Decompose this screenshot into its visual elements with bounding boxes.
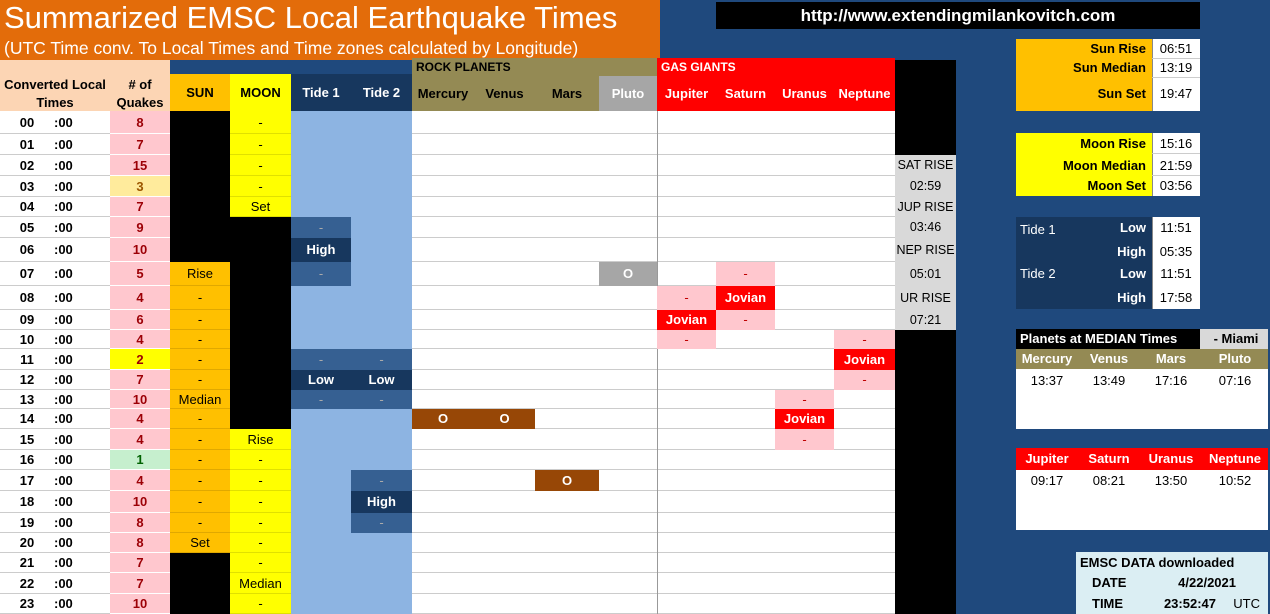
median-box-title: Planets at MEDIAN Times — [1016, 329, 1200, 349]
median-name-jupiter: Jupiter — [1025, 451, 1069, 466]
row-tide2-cell: - — [351, 470, 412, 491]
planet-row-divider — [412, 133, 895, 134]
header-neptune: Neptune — [834, 76, 895, 111]
median-time-jupiter: 09:17 — [1030, 473, 1064, 488]
planet-row-divider — [412, 469, 895, 470]
row-minutes: :00 — [54, 217, 110, 238]
row-minutes: :00 — [54, 155, 110, 176]
row-minutes: :00 — [54, 238, 110, 262]
row-minutes: :00 — [54, 450, 110, 470]
emsc-download-box — [1076, 552, 1268, 614]
row-minutes: :00 — [54, 390, 110, 409]
row-moon-cell: - — [230, 155, 291, 176]
planet-row-divider — [412, 512, 895, 513]
row-minutes: :00 — [54, 470, 110, 491]
rise-column-bg — [895, 60, 956, 614]
moon-set-value: 03:56 — [1159, 178, 1193, 193]
row-minutes: :00 — [54, 134, 110, 155]
page-title: Summarized EMSC Local Earthquake Times — [4, 0, 618, 35]
jupiter-dash: - — [657, 286, 716, 310]
row-minutes: :00 — [54, 197, 110, 217]
uranus-dash: - — [775, 390, 834, 409]
rise-jup-label: JUP RISE — [897, 200, 954, 214]
emsc-date-value: 4/22/2021 — [1178, 575, 1236, 590]
row-tide1-cell: Low — [291, 370, 351, 390]
row-minutes: :00 — [54, 330, 110, 349]
venus-mark: O — [474, 409, 535, 429]
row-quake-count: 1 — [110, 450, 170, 470]
median-time-venus: 13:49 — [1092, 373, 1126, 388]
website-url[interactable]: http://www.extendingmilankovitch.com — [716, 2, 1200, 29]
row-moon-cell: - — [230, 111, 291, 134]
sun-times-box — [1016, 39, 1200, 111]
row-quake-count: 4 — [110, 470, 170, 491]
planet-row-divider — [412, 196, 895, 197]
header-saturn: Saturn — [716, 76, 775, 111]
row-hour: 16 — [0, 450, 54, 470]
moon-median-value: 21:59 — [1152, 156, 1200, 176]
row-sun-cell: - — [170, 370, 230, 390]
row-sun-cell: Median — [170, 390, 230, 409]
header-quakes: # of Quakes — [110, 60, 170, 111]
saturn-dash: - — [716, 310, 775, 330]
row-hour: 01 — [0, 134, 54, 155]
header-gas-giants: GAS GIANTS — [657, 58, 895, 76]
rise-nep-time: 05:01 — [909, 267, 942, 281]
row-hour: 18 — [0, 491, 54, 513]
sun-median-label: Sun Median — [1073, 60, 1146, 75]
tide-columns-bg — [291, 74, 412, 614]
row-minutes: :00 — [54, 349, 110, 370]
row-quake-count: 2 — [110, 349, 170, 370]
row-tide1-cell: High — [291, 238, 351, 262]
median-time-uranus: 13:50 — [1154, 473, 1188, 488]
row-sun-cell: - — [170, 330, 230, 349]
sun-median-value: 13:19 — [1152, 58, 1200, 78]
jupiter-dash: - — [657, 330, 716, 349]
row-quake-count: 10 — [110, 390, 170, 409]
moon-times-box — [1016, 133, 1200, 196]
row-quake-count: 4 — [110, 429, 170, 450]
header-tide1: Tide 1 — [291, 74, 351, 111]
emsc-date-label: DATE — [1092, 575, 1127, 590]
mars-mark: O — [535, 470, 599, 491]
row-tide2-cell: - — [351, 349, 412, 370]
row-tide2-cell: Low — [351, 370, 412, 390]
row-quake-count: 8 — [110, 513, 170, 533]
row-quake-count: 7 — [110, 553, 170, 573]
row-moon-cell: Rise — [230, 429, 291, 450]
median-name-mercury: Mercury — [1021, 351, 1073, 366]
row-sun-cell: - — [170, 429, 230, 450]
row-sun-cell: - — [170, 450, 230, 470]
row-quake-count: 7 — [110, 370, 170, 390]
row-minutes: :00 — [54, 513, 110, 533]
row-hour: 03 — [0, 176, 54, 197]
emsc-time-value: 23:52:47 — [1163, 596, 1216, 611]
row-quake-count: 4 — [110, 409, 170, 429]
emsc-time-label: TIME — [1092, 596, 1124, 611]
row-quake-count: 10 — [110, 238, 170, 262]
planet-row-divider — [412, 154, 895, 155]
row-hour: 14 — [0, 409, 54, 429]
row-quake-count: 4 — [110, 286, 170, 310]
row-moon-cell: - — [230, 533, 291, 553]
planet-row-divider — [412, 552, 895, 553]
tide2-low-value: 11:51 — [1160, 266, 1192, 281]
row-hour: 21 — [0, 553, 54, 573]
row-minutes: :00 — [54, 573, 110, 594]
row-tide1-cell: - — [291, 262, 351, 286]
row-moon-cell: - — [230, 594, 291, 614]
row-sun-cell: - — [170, 349, 230, 370]
header-mercury: Mercury — [412, 76, 474, 111]
mercury-mark: O — [412, 409, 474, 429]
row-moon-cell: - — [230, 450, 291, 470]
emsc-timezone: UTC — [1233, 596, 1260, 611]
row-sun-cell: - — [170, 409, 230, 429]
row-minutes: :00 — [54, 533, 110, 553]
row-tide2-cell: - — [351, 390, 412, 409]
header-sun: SUN — [170, 74, 230, 111]
row-quake-count: 7 — [110, 197, 170, 217]
rise-ur-label: UR RISE — [900, 291, 951, 305]
median-time-saturn: 08:21 — [1092, 473, 1126, 488]
sun-set-value: 19:47 — [1159, 86, 1193, 101]
tide1-high-label: High — [1117, 244, 1146, 259]
header-pluto: Pluto — [599, 76, 657, 111]
header-moon: MOON — [230, 74, 291, 111]
rise-jup-time: 03:46 — [909, 220, 942, 234]
header-uranus: Uranus — [775, 76, 834, 111]
row-moon-cell: - — [230, 470, 291, 491]
row-hour: 19 — [0, 513, 54, 533]
row-sun-cell: Set — [170, 533, 230, 553]
moon-rise-value: 15:16 — [1152, 134, 1200, 154]
uranus-dash: - — [775, 429, 834, 450]
row-minutes: :00 — [54, 310, 110, 330]
uranus-jovian: Jovian — [775, 409, 834, 429]
saturn-jovian: Jovian — [716, 286, 775, 310]
row-hour: 06 — [0, 238, 54, 262]
row-moon-cell: Median — [230, 573, 291, 594]
planet-row-divider — [412, 532, 895, 533]
row-hour: 09 — [0, 310, 54, 330]
row-hour: 00 — [0, 111, 54, 134]
median-name-uranus: Uranus — [1148, 451, 1194, 466]
rise-sat-time: 02:59 — [909, 179, 942, 193]
tide1-high-value: 05:35 — [1159, 244, 1193, 259]
sun-rise-label: Sun Rise — [1090, 41, 1146, 56]
median-time-mars: 17:16 — [1154, 373, 1188, 388]
median-name-mars: Mars — [1155, 351, 1187, 366]
title-banner — [0, 0, 660, 60]
planet-row-divider — [412, 216, 895, 217]
row-quake-count: 15 — [110, 155, 170, 176]
planet-row-divider — [412, 572, 895, 573]
rise-ur-time: 07:21 — [909, 313, 942, 327]
row-hour: 12 — [0, 370, 54, 390]
row-quake-count: 10 — [110, 491, 170, 513]
median-time-neptune: 10:52 — [1218, 473, 1252, 488]
planet-row-divider — [412, 593, 895, 594]
planet-row-divider — [412, 329, 895, 330]
row-tide1-cell: - — [291, 349, 351, 370]
median-name-venus: Venus — [1089, 351, 1129, 366]
row-hour: 23 — [0, 594, 54, 614]
header-local-times: Converted Local Times — [0, 60, 110, 111]
row-hour: 05 — [0, 217, 54, 238]
saturn-dash: - — [716, 262, 775, 286]
row-quake-count: 6 — [110, 310, 170, 330]
row-hour: 07 — [0, 262, 54, 286]
row-minutes: :00 — [54, 409, 110, 429]
median-name-pluto: Pluto — [1218, 351, 1252, 366]
planet-row-divider — [412, 348, 895, 349]
row-sun-cell: Rise — [170, 262, 230, 286]
row-minutes: :00 — [54, 370, 110, 390]
planet-row-divider — [412, 369, 895, 370]
tide2-high-label: High — [1117, 290, 1146, 305]
row-sun-cell: - — [170, 286, 230, 310]
tide2-high-value: 17:58 — [1159, 290, 1193, 305]
row-tide1-cell: - — [291, 390, 351, 409]
median-gas-box — [1016, 448, 1268, 530]
row-minutes: :00 — [54, 286, 110, 310]
row-minutes: :00 — [54, 262, 110, 286]
row-minutes: :00 — [54, 111, 110, 134]
median-planets-box — [1016, 329, 1268, 429]
planet-row-divider — [412, 175, 895, 176]
row-quake-count: 9 — [110, 217, 170, 238]
row-quake-count: 7 — [110, 134, 170, 155]
header-mars: Mars — [535, 76, 599, 111]
planet-row-divider — [412, 490, 895, 491]
planet-row-divider — [412, 237, 895, 238]
neptune-dash: - — [834, 370, 895, 390]
row-moon-cell: - — [230, 513, 291, 533]
row-tide2-cell: - — [351, 513, 412, 533]
tide1-low-value: 11:51 — [1160, 220, 1192, 235]
row-sun-cell: - — [170, 513, 230, 533]
emsc-title: EMSC DATA downloaded — [1080, 555, 1235, 570]
header-venus: Venus — [474, 76, 535, 111]
median-box-location: - Miami — [1200, 329, 1268, 349]
row-quake-count: 8 — [110, 533, 170, 553]
tide2-low-label: Low — [1120, 266, 1146, 281]
neptune-jovian: Jovian — [834, 349, 895, 370]
row-hour: 20 — [0, 533, 54, 553]
row-moon-cell: - — [230, 491, 291, 513]
planet-row-divider — [412, 309, 895, 310]
row-quake-count: 5 — [110, 262, 170, 286]
row-sun-cell: - — [170, 470, 230, 491]
row-hour: 17 — [0, 470, 54, 491]
row-hour: 08 — [0, 286, 54, 310]
row-quake-count: 7 — [110, 573, 170, 594]
header-rock-planets: ROCK PLANETS — [412, 58, 657, 76]
row-minutes: :00 — [54, 491, 110, 513]
row-moon-cell: - — [230, 553, 291, 573]
row-hour: 22 — [0, 573, 54, 594]
rise-sat-label: SAT RISE — [897, 158, 954, 172]
moon-set-label: Moon Set — [1087, 178, 1146, 193]
row-minutes: :00 — [54, 594, 110, 614]
row-sun-cell: - — [170, 310, 230, 330]
tide-times-box — [1016, 217, 1200, 309]
pluto-mark: O — [599, 262, 657, 286]
row-hour: 15 — [0, 429, 54, 450]
planets-area-bg — [412, 111, 895, 614]
page-subtitle: (UTC Time conv. To Local Times and Time zones calculated by Longitude) — [4, 38, 579, 58]
row-tide2-cell: High — [351, 491, 412, 513]
row-sun-cell: - — [170, 491, 230, 513]
median-time-mercury: 13:37 — [1030, 373, 1064, 388]
median-time-pluto: 07:16 — [1218, 373, 1252, 388]
row-hour: 02 — [0, 155, 54, 176]
row-hour: 10 — [0, 330, 54, 349]
row-moon-cell: - — [230, 134, 291, 155]
row-hour: 11 — [0, 349, 54, 370]
tide1-label: Tide 1 — [1020, 222, 1056, 237]
row-quake-count: 8 — [110, 111, 170, 134]
header-jupiter: Jupiter — [657, 76, 716, 111]
neptune-dash: - — [834, 330, 895, 349]
rock-gas-divider — [657, 111, 658, 614]
rise-nep-label: NEP RISE — [896, 243, 955, 257]
moon-rise-label: Moon Rise — [1080, 136, 1146, 151]
row-minutes: :00 — [54, 429, 110, 450]
sun-rise-value: 06:51 — [1152, 39, 1200, 59]
row-tide1-cell: - — [291, 217, 351, 238]
sun-set-label: Sun Set — [1097, 86, 1146, 101]
jupiter-jovian: Jovian — [657, 310, 716, 330]
tide1-low-label: Low — [1120, 220, 1146, 235]
tide2-label: Tide 2 — [1020, 266, 1056, 281]
row-quake-count: 4 — [110, 330, 170, 349]
row-minutes: :00 — [54, 553, 110, 573]
row-moon-cell: - — [230, 176, 291, 197]
row-minutes: :00 — [54, 176, 110, 197]
row-quake-count: 10 — [110, 594, 170, 614]
median-name-neptune: Neptune — [1209, 451, 1261, 466]
row-hour: 13 — [0, 390, 54, 409]
row-moon-cell: Set — [230, 197, 291, 217]
row-quake-count: 3 — [110, 176, 170, 197]
row-hour: 04 — [0, 197, 54, 217]
header-tide2: Tide 2 — [351, 74, 412, 111]
moon-median-label: Moon Median — [1062, 158, 1146, 173]
median-name-saturn: Saturn — [1088, 451, 1130, 466]
